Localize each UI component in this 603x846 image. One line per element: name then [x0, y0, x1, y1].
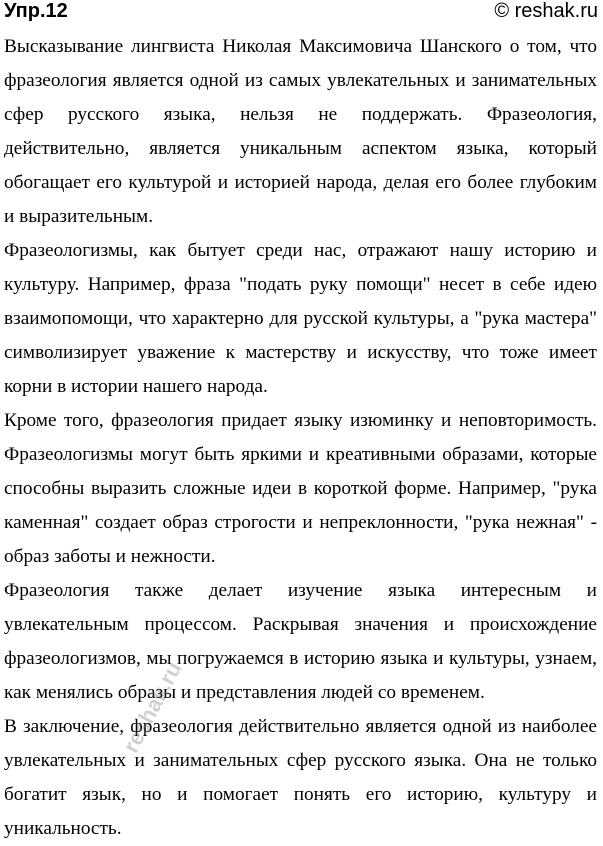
essay-body	[4, 30, 597, 846]
paragraph-1: Высказывание лингвиста Николая Максимовича Шанского о том, что фразеология является одной из самых увлекательных и занимательных сфер русского языка, нельзя не поддержать. Фразеология, действительно, является уникальным аспектом языка, который обогащает его культурой и историей народа, делая его более глубоким и выразительным.	[4, 36, 597, 227]
paragraph-3: Кроме того, фразеология придает языку изюминку и неповторимость. Фразеологизмы могут быть яркими и креативными образами, которые способны выразить сложные идеи в короткой форме. Например, "рука каменная" создает образ строгости и непреклонности, "рука нежная" - образ заботы и нежности.	[4, 410, 597, 567]
page-header	[0, 0, 603, 28]
site-watermark: reshak.ru	[118, 657, 187, 757]
paragraph-2: Фразеологизмы, как бытует среди нас, отражают нашу историю и культуру. Например, фраза "подать руку помощи" несет в себе идею взаимопомощи, что характерно для русской культуры, а "рука мастера" символизирует уважение к мастерству и искусству, что тоже имеет корни в истории нашего народа.	[4, 240, 597, 397]
exercise-title: Упр.12	[4, 0, 68, 22]
site-credit: © reshak.ru	[494, 0, 598, 22]
paragraph-5: В заключение, фразеология действительно является одной из наиболее увлекательных и занимательных сфер русского языка. Она не только богатит язык, но и помогает понять его историю, культуру и уникальность.	[4, 716, 597, 839]
paragraph-4: Фразеология также делает изучение языка интересным и увлекательным процессом. Раскрывая значения и происхождение фразеологизмов, мы погружаемся в историю языка и культуры, узнаем, как менялись образы и представления людей со временем.	[4, 580, 597, 703]
